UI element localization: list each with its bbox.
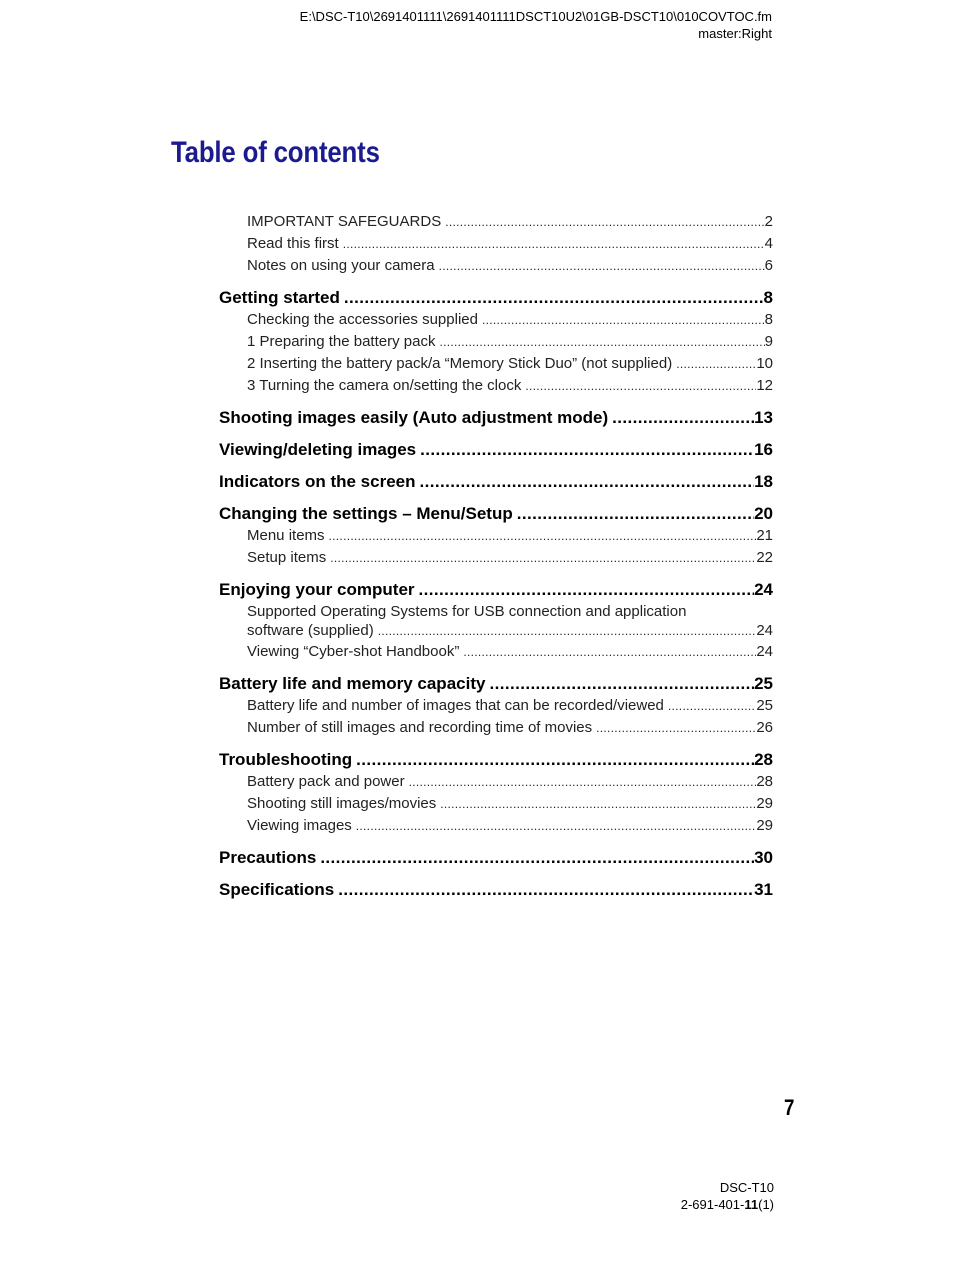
toc-entry[interactable] [219,771,773,793]
dot-leader [478,309,765,331]
toc-entry-label: Menu items [247,527,325,544]
toc-entry[interactable] [219,815,773,837]
dot-leader [352,815,757,837]
toc-entry-label: Viewing images [247,817,352,834]
dot-leader [672,353,756,375]
toc-section-enjoying-computer[interactable] [219,579,773,601]
toc-entry-page: 6 [764,257,773,274]
dot-leader [325,525,757,547]
toc-section-page: 25 [754,674,773,693]
toc-entry-important-safeguards[interactable] [219,211,773,233]
toc-entry-page: 4 [764,235,773,252]
toc-section-label: Troubleshooting [219,750,353,769]
toc-section-page: 28 [754,750,773,769]
table-of-contents [219,211,773,901]
dot-leader [435,255,765,277]
dot-leader [521,375,756,397]
dot-leader [405,771,757,793]
toc-entry[interactable] [219,793,773,815]
dot-leader [592,717,756,739]
toc-entry-page: 12 [756,377,773,394]
toc-entry[interactable] [219,309,773,331]
page-number: 7 [784,1095,795,1120]
toc-entry-page: 29 [756,817,773,834]
toc-entry[interactable] [219,331,773,353]
toc-section-label: Viewing/deleting images [219,440,417,459]
toc-entry-label: Viewing “Cyber-shot Handbook” [247,643,460,660]
dot-leader [513,503,754,525]
page-title: Table of contents [171,136,380,169]
toc-entry-label: Battery life and number of images that can be recorded/viewed [247,697,664,714]
dot-leader [416,439,754,461]
dot-leader [435,331,764,353]
toc-entry-page: 2 [764,213,773,230]
document-code [681,1196,774,1213]
toc-entry-page: 9 [764,333,773,350]
code-prefix: 2-691-401- [680,1197,745,1212]
toc-entry-label: 2 Inserting the battery pack/a “Memory Stick Duo” (not supplied) [247,355,673,372]
toc-section-page: 16 [754,440,773,459]
toc-section-label: Changing the settings – Menu/Setup [219,504,513,523]
dot-leader [326,547,756,569]
dot-leader [436,793,756,815]
toc-entry-page: 24 [756,643,773,660]
footer-model-code [681,1179,774,1213]
toc-section-changing-settings[interactable] [219,503,773,525]
toc-section-page: 31 [754,880,773,899]
toc-entry[interactable] [219,525,773,547]
model-name: DSC-T10 [719,1180,774,1195]
dot-leader [339,233,765,255]
toc-entry-notes-on-camera[interactable] [219,255,773,277]
dot-leader [340,287,764,309]
toc-entry-label-line1: Supported Operating Systems for USB connection and application [247,603,687,620]
toc-entry-label-line2: software (supplied) [247,622,374,639]
toc-entry-label: Number of still images and recording time of movies [247,719,593,736]
toc-section-label: Indicators on the screen [219,472,416,491]
toc-entry-page: 26 [756,719,773,736]
toc-entry-line2 [247,621,773,641]
toc-section-troubleshooting[interactable] [219,749,773,771]
toc-section-precautions[interactable] [219,847,773,869]
file-path-header [300,8,772,42]
dot-leader [459,641,756,663]
toc-entry-label: IMPORTANT SAFEGUARDS [247,213,442,230]
toc-entry[interactable] [219,375,773,397]
toc-entry[interactable] [219,695,773,717]
toc-entry-page: 29 [756,795,773,812]
toc-entry[interactable] [219,547,773,569]
file-path: E:\DSC-T10\2691401111\2691401111DSCT10U2\01GB-DSCT10\010COVTOC.fm [299,9,772,24]
toc-section-page: 18 [754,472,773,491]
toc-entry-label: Notes on using your camera [247,257,435,274]
toc-entry-page: 21 [756,527,773,544]
toc-section-label: Battery life and memory capacity [219,674,486,693]
toc-entry-label: Setup items [247,549,327,566]
dot-leader [441,211,764,233]
toc-section-page: 24 [754,580,773,599]
dot-leader [352,749,754,771]
toc-entry-label: 3 Turning the camera on/setting the clock [247,377,522,394]
toc-section-getting-started[interactable] [219,287,773,309]
toc-entry-label: Shooting still images/movies [247,795,437,812]
toc-entry-page: 10 [756,355,773,372]
dot-leader [374,622,757,641]
dot-leader [664,695,756,717]
toc-section-label: Precautions [219,848,317,867]
toc-entry-label: Read this first [247,235,339,252]
toc-entry[interactable] [219,641,773,663]
toc-section-label: Shooting images easily (Auto adjustment mode) [219,408,609,427]
toc-section-page: 8 [763,288,773,307]
toc-entry-page: 25 [756,697,773,714]
toc-section-viewing-deleting[interactable] [219,439,773,461]
toc-entry-label: Checking the accessories supplied [247,311,478,328]
toc-entry[interactable] [219,353,773,375]
toc-entry-read-this-first[interactable] [219,233,773,255]
toc-section-page: 20 [754,504,773,523]
dot-leader [485,673,754,695]
toc-entry-label: Battery pack and power [247,773,405,790]
code-bold: 11 [744,1197,759,1212]
toc-section-battery-life[interactable] [219,673,773,695]
dot-leader [416,471,755,493]
master-page-label: master:Right [698,26,772,41]
toc-section-page: 30 [754,848,773,867]
toc-entry-page: 28 [756,773,773,790]
toc-entry-wrapped[interactable] [219,602,773,641]
dot-leader [334,879,754,901]
dot-leader [415,579,755,601]
dot-leader [316,847,754,869]
toc-entry-page: 8 [764,311,773,328]
toc-entry[interactable] [219,717,773,739]
toc-section-label: Enjoying your computer [219,580,415,599]
toc-section-page: 13 [754,408,773,427]
dot-leader [608,407,754,429]
toc-entry-page: 22 [756,549,773,566]
toc-entry-page: 24 [756,622,773,639]
toc-section-specifications[interactable] [219,879,773,901]
toc-section-label: Specifications [219,880,335,899]
toc-section-indicators[interactable] [219,471,773,493]
toc-entry-label: 1 Preparing the battery pack [247,333,436,350]
toc-section-label: Getting started [219,288,340,307]
code-suffix: (1) [758,1197,774,1212]
toc-section-shooting-images[interactable] [219,407,773,429]
